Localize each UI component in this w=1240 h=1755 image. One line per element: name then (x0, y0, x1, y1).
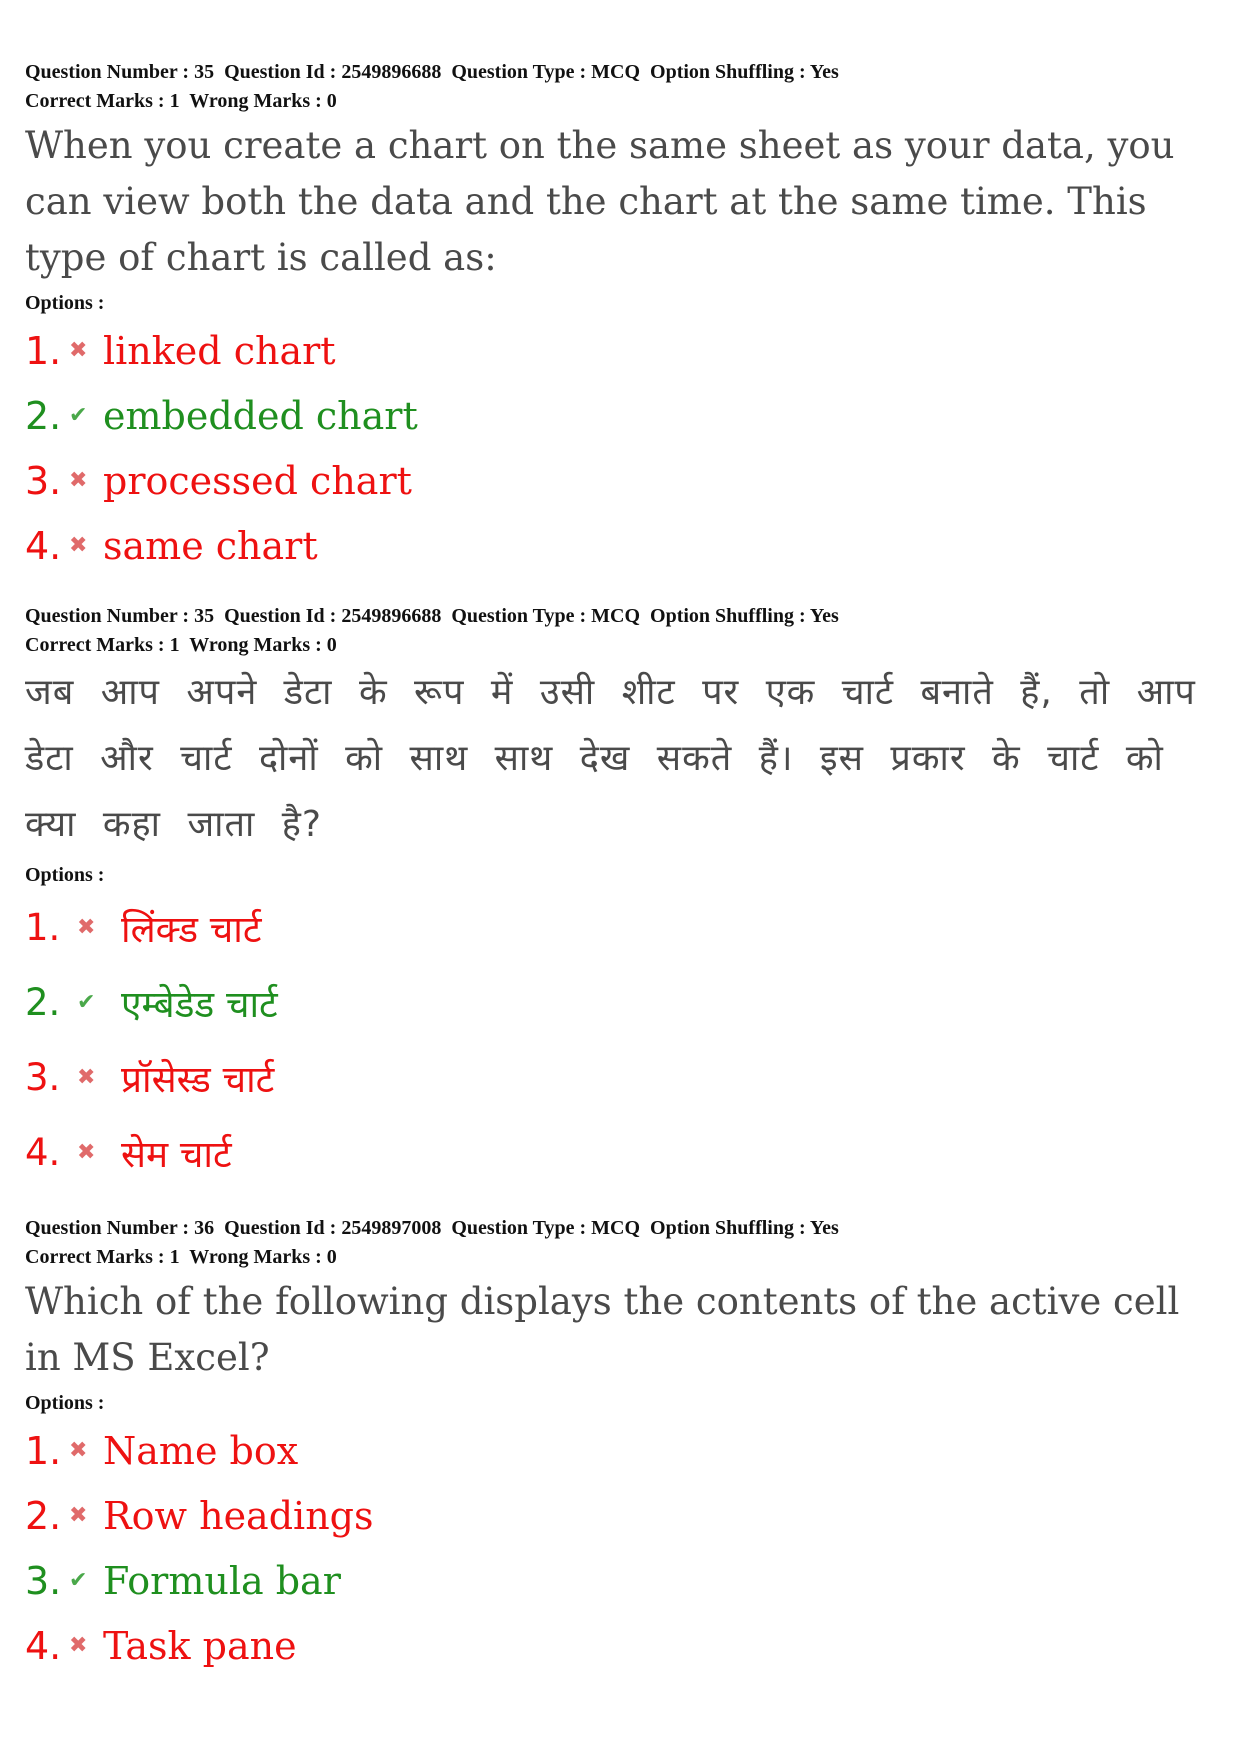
option-number: 3. (25, 1056, 61, 1099)
option-2 (25, 1483, 1215, 1548)
option-text: Task pane (103, 1623, 297, 1668)
options-label: Options : (25, 864, 105, 886)
question-text: When you create a chart on the same sheet as your data, you can view both the data and the chart at the same time. This type of chart is called as: (25, 124, 1175, 279)
option-text: लिंक्ड चार्ट (121, 908, 262, 951)
option-3 (25, 1548, 1215, 1613)
option-text: linked chart (103, 328, 336, 373)
option-text: Formula bar (103, 1558, 341, 1603)
option-number: 2. (25, 1493, 62, 1538)
cross-icon: ✖ (69, 1503, 88, 1528)
block-spacer (25, 578, 1215, 602)
option-text: सेम चार्ट (121, 1133, 232, 1176)
option-text: Row headings (103, 1493, 374, 1538)
option-text: प्रॉसेस्ड चार्ट (121, 1058, 275, 1101)
question-meta-line: Question Number : 36 Question Id : 2549897008 Question Type : MCQ Option Shuffling : Yes (25, 1217, 839, 1239)
option-number: 2. (25, 393, 62, 438)
options-label: Options : (25, 1392, 105, 1414)
cross-icon: ✖ (69, 338, 88, 363)
question-marks-line: Correct Marks : 1 Wrong Marks : 0 (25, 634, 337, 656)
check-icon: ✔ (69, 1568, 88, 1593)
question-meta-line: Question Number : 35 Question Id : 2549896688 Question Type : MCQ Option Shuffling : Yes (25, 61, 839, 83)
cross-icon: ✖ (77, 1065, 96, 1090)
option-4 (25, 1115, 1215, 1190)
cross-icon: ✖ (69, 1633, 88, 1658)
question-block-36-en (25, 1214, 1215, 1678)
question-marks-line: Correct Marks : 1 Wrong Marks : 0 (25, 1246, 337, 1268)
cross-icon: ✖ (69, 533, 88, 558)
question-marks-line: Correct Marks : 1 Wrong Marks : 0 (25, 90, 337, 112)
option-4 (25, 1613, 1215, 1678)
option-3 (25, 1040, 1215, 1115)
option-text: Name box (103, 1428, 299, 1473)
question-paper-page (25, 58, 1215, 1678)
check-icon: ✔ (77, 990, 96, 1015)
option-2 (25, 383, 1215, 448)
question-meta-line: Question Number : 35 Question Id : 2549896688 Question Type : MCQ Option Shuffling : Yes (25, 605, 839, 627)
option-number: 3. (25, 1558, 62, 1603)
cross-icon: ✖ (77, 1140, 96, 1165)
question-block-35-en (25, 58, 1215, 578)
check-icon: ✔ (69, 403, 88, 428)
option-number: 3. (25, 458, 62, 503)
option-number: 1. (25, 906, 61, 949)
option-text: processed chart (103, 458, 412, 503)
option-number: 4. (25, 1623, 62, 1668)
option-number: 1. (25, 1428, 62, 1473)
option-number: 1. (25, 328, 62, 373)
cross-icon: ✖ (69, 468, 88, 493)
question-block-35-hi (25, 602, 1215, 1190)
option-2 (25, 965, 1215, 1040)
option-4 (25, 513, 1215, 578)
question-text: जब आप अपने डेटा के रूप में उसी शीट पर एक चार्ट बनाते हैं, तो आप डेटा और चार्ट दोनों को साथ साथ देख सकते हैं। इस प्रकार के चार्ट को क्या कहा जाता है? (25, 672, 1196, 845)
cross-icon: ✖ (69, 1438, 88, 1463)
cross-icon: ✖ (77, 915, 96, 940)
question-text: Which of the following displays the contents of the active cell in MS Excel? (25, 1280, 1180, 1379)
option-text: same chart (103, 523, 318, 568)
option-number: 2. (25, 981, 61, 1024)
block-spacer (25, 1190, 1215, 1214)
option-text: embedded chart (103, 393, 418, 438)
option-text: एम्बेडेड चार्ट (121, 983, 278, 1026)
options-label: Options : (25, 292, 105, 314)
option-1 (25, 318, 1215, 383)
option-1 (25, 1418, 1215, 1483)
option-number: 4. (25, 1131, 61, 1174)
option-1 (25, 890, 1215, 965)
option-3 (25, 448, 1215, 513)
option-number: 4. (25, 523, 62, 568)
